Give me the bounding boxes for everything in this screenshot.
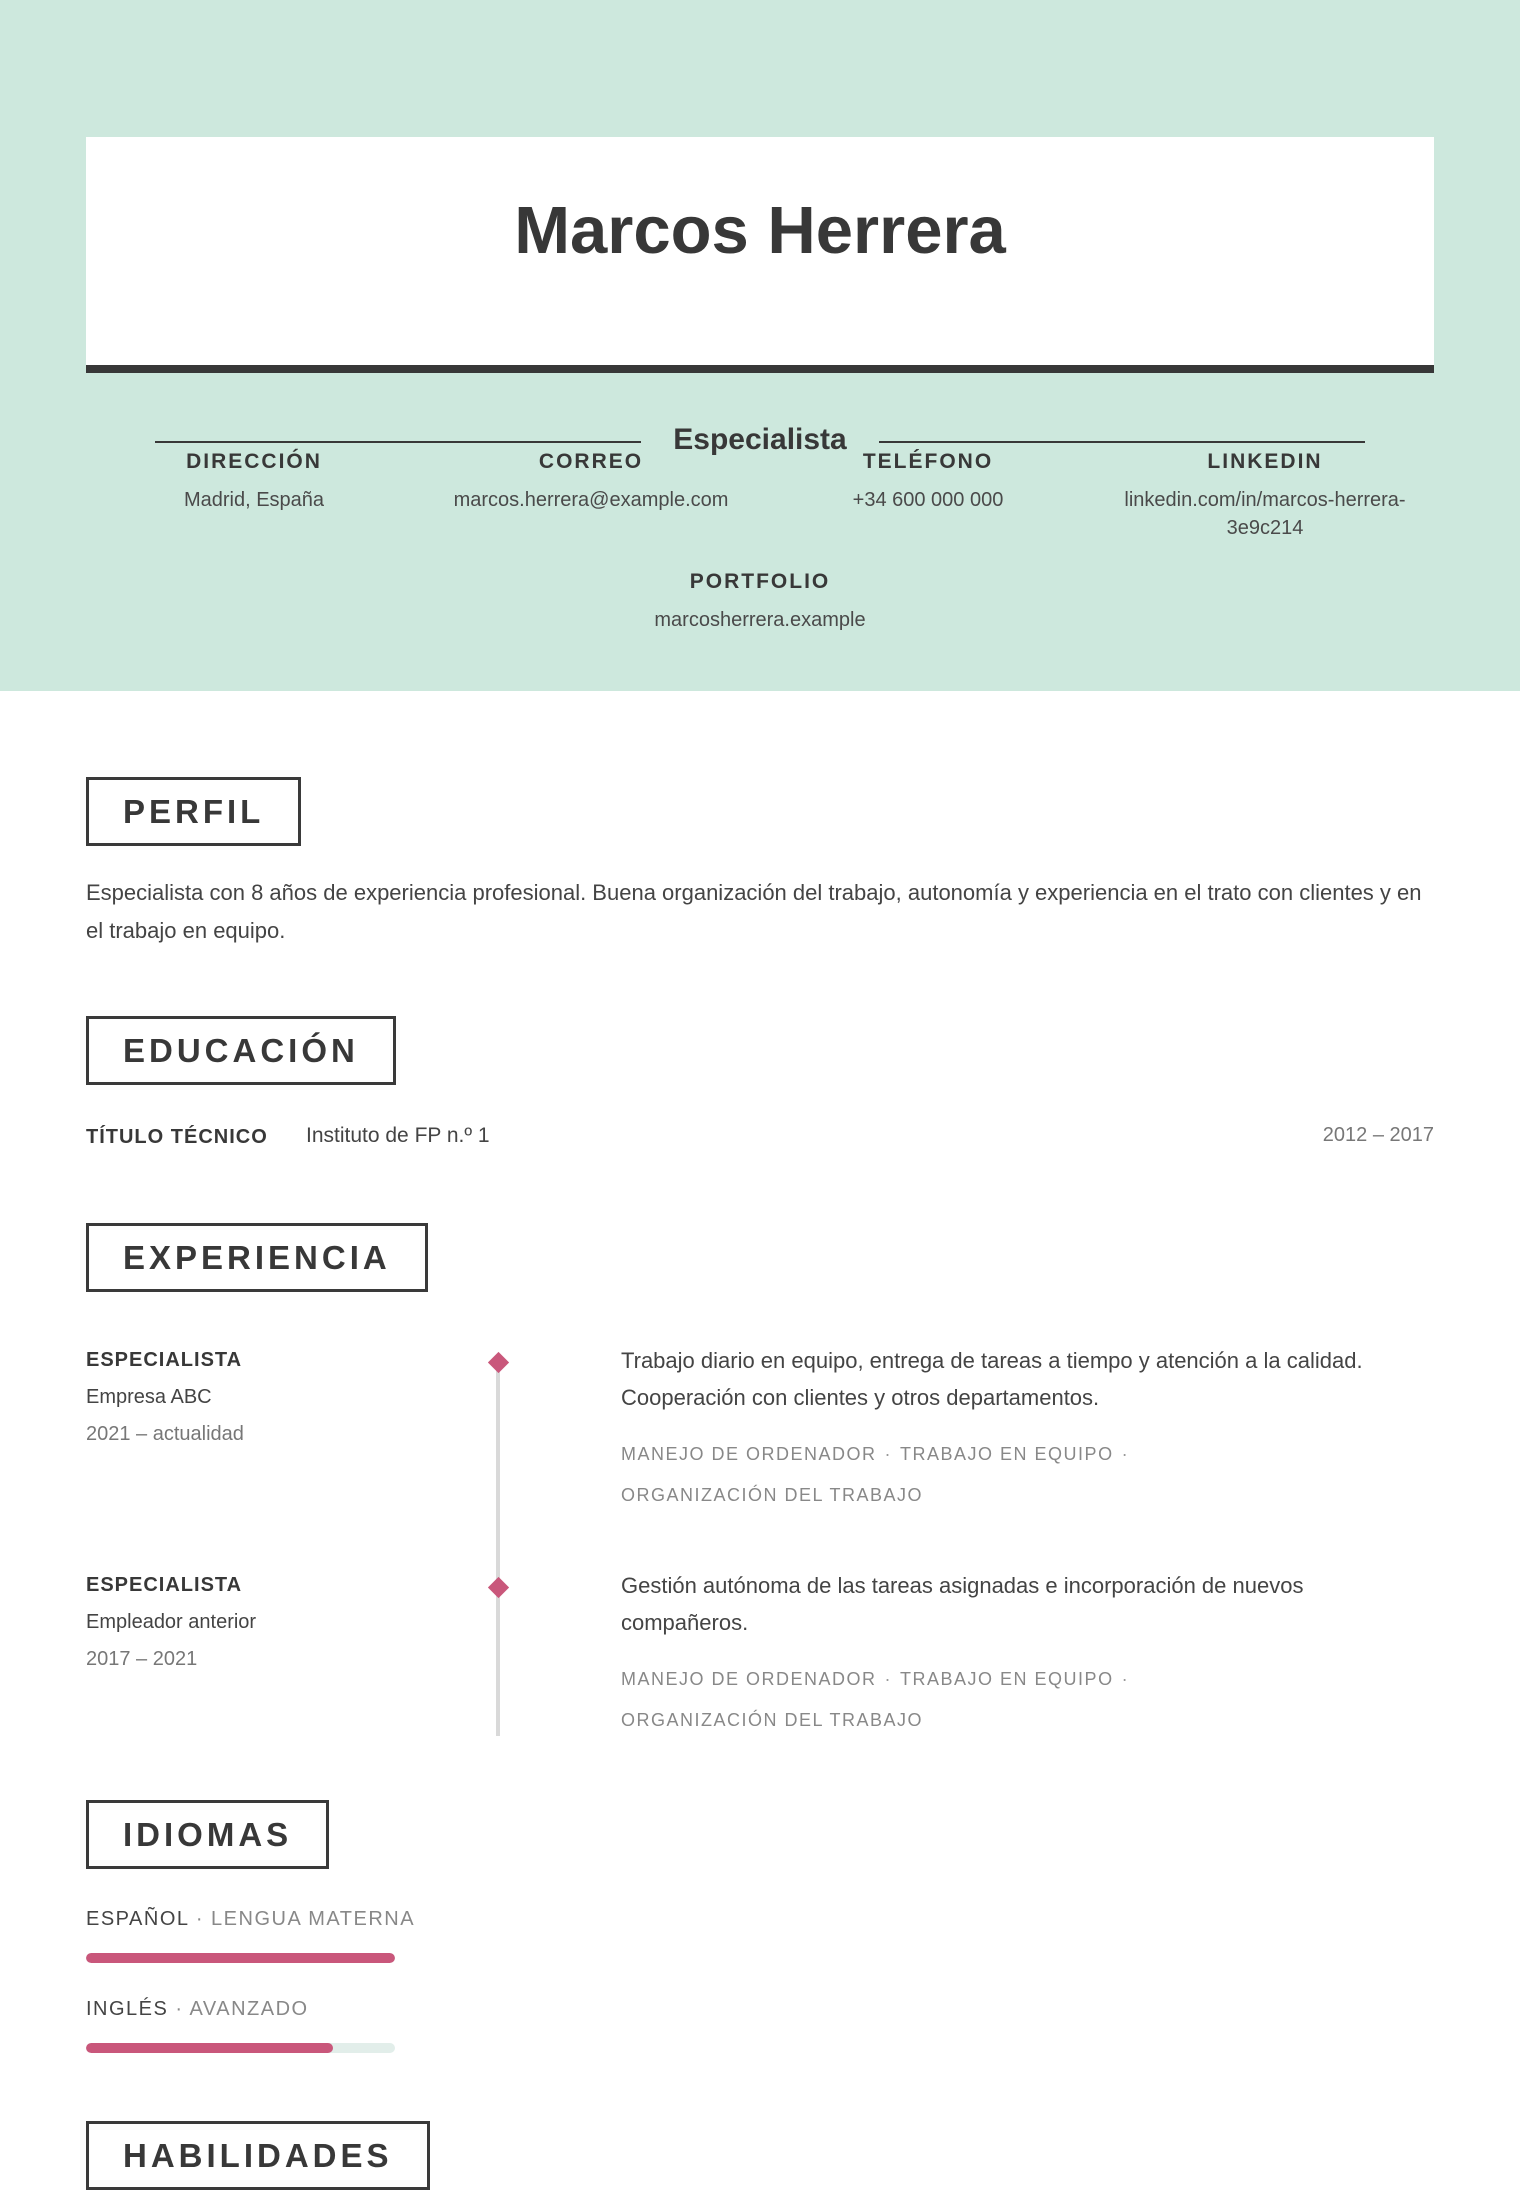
language-level: AVANZADO xyxy=(189,1998,309,2020)
name-card xyxy=(86,137,1434,456)
timeline-line xyxy=(496,1362,500,1736)
tag-separator: · xyxy=(884,1669,893,1689)
section-heading-education-label: EDUCACIÓN xyxy=(123,1031,359,1069)
language-item-english xyxy=(86,1998,395,2053)
tag-separator: · xyxy=(1121,1444,1130,1464)
contact-address-value: Madrid, España xyxy=(183,489,325,511)
section-heading-skills xyxy=(86,2121,430,2190)
job-2-period: 2017 – 2021 xyxy=(86,1648,198,1670)
education-degree: TÍTULO TÉCNICO xyxy=(86,1126,268,1148)
language-separator: · xyxy=(168,1998,190,2020)
contact-address-label: DIRECCIÓN xyxy=(186,450,322,473)
job-entry-1-details xyxy=(621,1342,1401,1516)
language-name: ESPAÑOL xyxy=(86,1908,189,1930)
contact-email-value[interactable]: marcos.herrera@example.com xyxy=(453,489,729,511)
contact-phone-label: TELÉFONO xyxy=(862,450,994,473)
contact-portfolio xyxy=(560,570,960,634)
job-1-tags xyxy=(621,1434,1401,1516)
education-years: 2012 – 2017 xyxy=(1322,1124,1434,1146)
contact-email xyxy=(421,450,761,514)
job-1-period: 2021 – actualidad xyxy=(86,1423,244,1445)
section-heading-profile xyxy=(86,777,301,846)
language-name: INGLÉS xyxy=(86,1998,169,2020)
timeline-diamond-icon xyxy=(488,1577,509,1598)
job-2-tag: MANEJO DE ORDENADOR xyxy=(621,1669,877,1689)
contact-linkedin xyxy=(1085,450,1445,542)
profile-text: Especialista con 8 años de experiencia profesional. Buena organización del trabajo, autonomía y experiencia en el trato con clientes y en el trabajo en equipo. xyxy=(86,880,1422,943)
job-1-title: ESPECIALISTA xyxy=(86,1349,243,1371)
job-1-tag: MANEJO DE ORDENADOR xyxy=(621,1444,877,1464)
contact-linkedin-value[interactable] xyxy=(1085,486,1445,542)
section-heading-languages xyxy=(86,1800,329,1869)
job-2-title: ESPECIALISTA xyxy=(86,1574,243,1596)
section-heading-skills-label: HABILIDADES xyxy=(123,2136,393,2174)
section-heading-education xyxy=(86,1016,396,1085)
timeline-diamond-icon xyxy=(488,1352,509,1373)
section-heading-profile-label: PERFIL xyxy=(123,792,265,830)
tag-separator: · xyxy=(884,1444,893,1464)
tag-separator: · xyxy=(1121,1669,1130,1689)
language-proficiency-bar xyxy=(86,2043,395,2053)
candidate-subtitle: Especialista xyxy=(673,423,847,456)
job-entry-2-meta xyxy=(86,1574,256,1671)
job-1-company: Empresa ABC xyxy=(86,1386,212,1408)
section-heading-experience xyxy=(86,1223,428,1292)
language-proficiency-fill xyxy=(86,1953,395,1963)
candidate-name: Marcos Herrera xyxy=(514,193,1006,268)
contact-phone xyxy=(818,450,1038,514)
language-label xyxy=(86,1908,415,1931)
education-school: Instituto de FP n.º 1 xyxy=(306,1124,490,1147)
job-1-description: Trabajo diario en equipo, entrega de tareas a tiempo y atención a la calidad. Cooperación con clientes y otros departamentos. xyxy=(621,1348,1363,1410)
contact-email-label: CORREO xyxy=(538,450,644,473)
contact-address xyxy=(154,450,354,514)
language-separator: · xyxy=(188,1908,212,1930)
job-1-tag: TRABAJO EN EQUIPO xyxy=(900,1444,1114,1464)
job-2-tag: TRABAJO EN EQUIPO xyxy=(900,1669,1114,1689)
job-2-description: Gestión autónoma de las tareas asignadas e incorporación de nuevos compañeros. xyxy=(621,1573,1304,1635)
job-2-tags xyxy=(621,1659,1401,1741)
contact-phone-value[interactable]: +34 600 000 000 xyxy=(852,489,1004,511)
contact-linkedin-value-line1: linkedin.com/in/marcos-herrera- xyxy=(1124,489,1406,511)
language-label xyxy=(86,1998,395,2021)
language-proficiency-fill xyxy=(86,2043,333,2053)
language-level: LENGUA MATERNA xyxy=(211,1908,416,1930)
job-entry-2-details xyxy=(621,1567,1401,1741)
section-heading-experience-label: EXPERIENCIA xyxy=(123,1238,391,1276)
contact-linkedin-label: LINKEDIN xyxy=(1207,450,1323,473)
job-2-company: Empleador anterior xyxy=(86,1611,257,1633)
job-entry-1-meta xyxy=(86,1349,244,1446)
subtitle-divider-right xyxy=(879,441,1365,443)
education-entry xyxy=(86,1124,1434,1154)
language-item-spanish xyxy=(86,1908,415,1963)
contact-portfolio-value[interactable]: marcosherrera.example xyxy=(654,609,866,631)
language-proficiency-bar xyxy=(86,1953,395,1963)
job-2-tag: ORGANIZACIÓN DEL TRABAJO xyxy=(621,1710,924,1730)
section-heading-languages-label: IDIOMAS xyxy=(123,1815,293,1853)
contact-linkedin-value-line2: 3e9c214 xyxy=(1226,517,1304,539)
job-1-tag: ORGANIZACIÓN DEL TRABAJO xyxy=(621,1485,924,1505)
contact-portfolio-label: PORTFOLIO xyxy=(689,570,831,593)
